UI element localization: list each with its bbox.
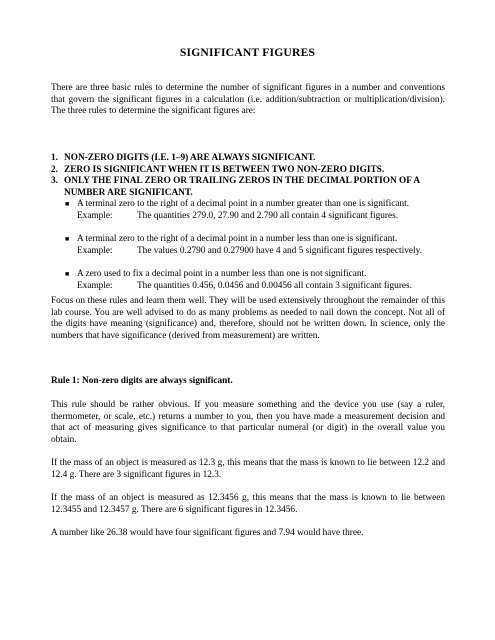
square-bullet-icon: ■	[65, 235, 70, 244]
bullet-item-1	[64, 199, 445, 222]
focus-paragraph: Focus on these rules and learn them well. They will be used extensively throughout the remainder of this lab course. You are well advised to do as many problems as needed to nail down the concept. Not all of the digits have meaning (significance) and, therefore, should not be written down. In science, only the numbers that have significance (derived from measurement) are written.	[51, 296, 445, 341]
rule1-paragraph-4: A number like 26.38 would have four significant figures and 7.94 would have three.	[51, 528, 364, 538]
rule-number: 3.	[51, 176, 58, 187]
bullet-item-2	[64, 234, 445, 257]
square-bullet-icon: ■	[65, 269, 70, 278]
rule-text: ONLY THE FINAL ZERO OR TRAILING ZEROS IN THE DECIMAL PORTION OF A NUMBER ARE SIGNIFICANT.	[64, 176, 420, 198]
example-line	[77, 281, 445, 293]
rule-text: ZERO IS SIGNIFICANT WHEN IT IS BETWEEN TWO NON-ZERO DIGITS.	[64, 164, 385, 175]
rule-number: 2.	[51, 164, 58, 175]
rule-item-1	[51, 153, 445, 165]
rule-item-2	[51, 165, 445, 177]
rule1-heading: Rule 1: Non-zero digits are always significant.	[51, 376, 233, 386]
rules-list	[51, 153, 445, 292]
bullet-text: A zero used to fix a decimal point in a number less than one is not significant.	[77, 268, 367, 279]
rule-text: NON-ZERO DIGITS (I.E. 1–9) ARE ALWAYS SIGNIFICANT.	[64, 153, 316, 163]
example-line	[77, 246, 445, 258]
example-text: The quantities 0.456, 0.0456 and 0.00456 all contain 3 significant figures.	[137, 280, 412, 291]
example-text: The quantities 279.0, 27.90 and 2.790 all contain 4 significant figures.	[137, 210, 399, 221]
page-title: SIGNIFICANT FIGURES	[179, 46, 316, 59]
intro-paragraph: There are three basic rules to determine the number of significant figures in a number and conventions that govern the significant figures in a calculation (i.e. addition/subtraction or multiplication/division). The three rules to determine the significant figures are:	[51, 83, 445, 117]
rule-item-3	[51, 176, 445, 199]
example-label: Example:	[77, 210, 113, 221]
rule-number: 1.	[51, 153, 58, 163]
bullet-text: A terminal zero to the right of a decimal point in a number greater than one is significant.	[77, 199, 410, 210]
example-line	[77, 211, 445, 223]
example-label: Example:	[77, 280, 113, 291]
rule1-paragraph-2: If the mass of an object is measured as 12.3 g, this means that the mass is known to lie between 12.2 and 12.4 g. There are 3 significant figures in 12.3.	[51, 458, 445, 480]
rule1-paragraph-3: If the mass of an object is measured as 12.3456 g, this means that the mass is known to lie between 12.3455 and 12.3457 g. There are 6 significant figures in 12.3456.	[51, 493, 445, 515]
example-text: The values 0.2790 and 0.27900 have 4 and 5 significant figures respectively.	[137, 245, 422, 256]
rule1-paragraph-1: This rule should be rather obvious. If you measure something and the device you use (say a ruler, thermometer, or scale, etc.) returns a number to you, then you have made a measurement decision and that act of measuring gives significance to that particular numeral (or digit) in the overall value you obtain.	[51, 400, 445, 445]
bullet-text: A terminal zero to the right of a decimal point in a number less than one is significant.	[77, 234, 398, 245]
square-bullet-icon: ■	[65, 200, 70, 209]
example-label: Example:	[77, 245, 113, 256]
bullet-item-3	[64, 269, 445, 292]
